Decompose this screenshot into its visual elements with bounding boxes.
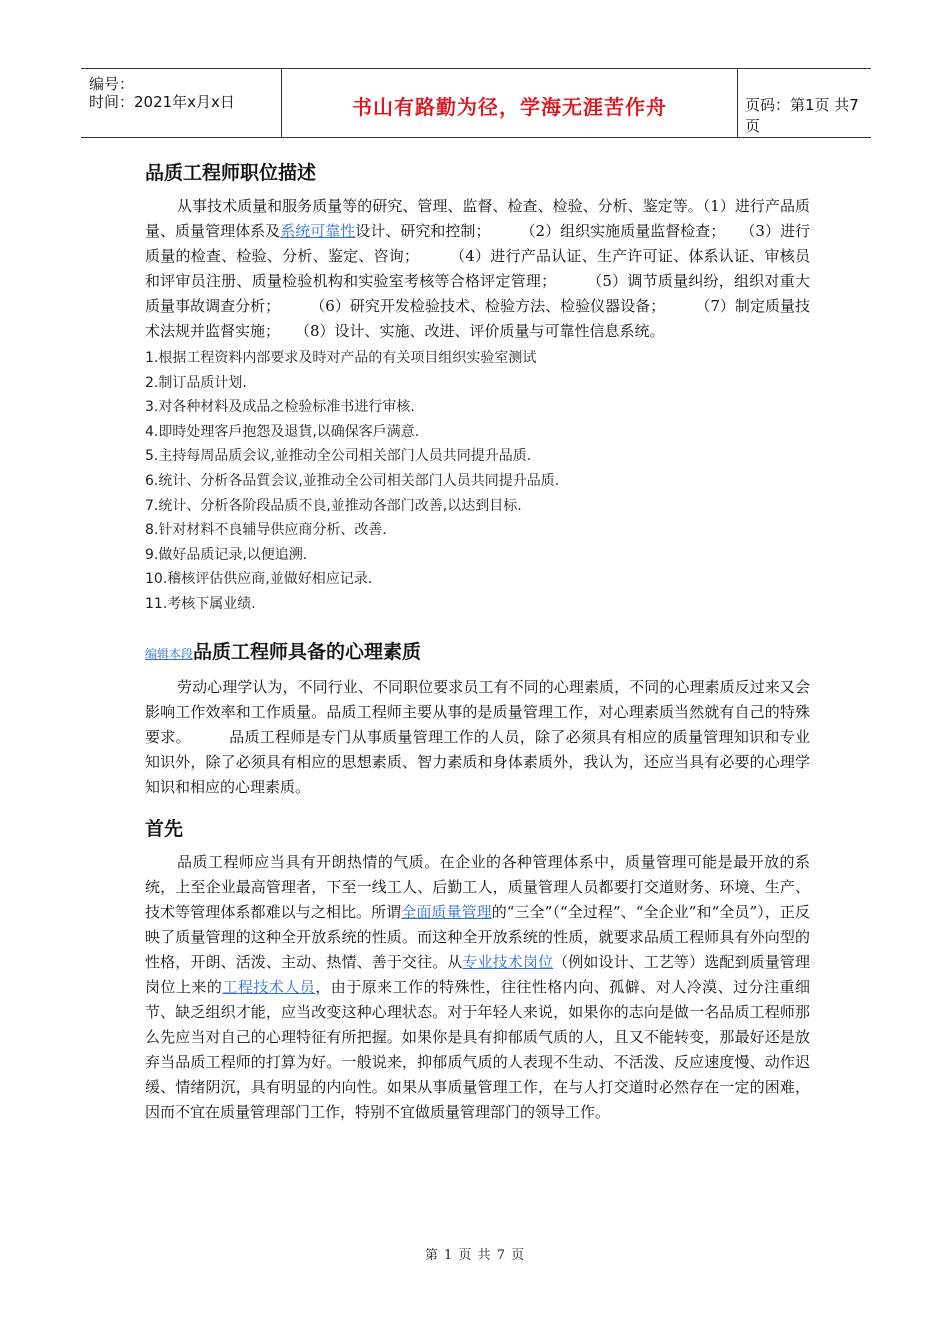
header-page-cell: [737, 69, 871, 137]
page-footer: 第 1 页 共 7 页: [424, 1248, 526, 1263]
list-item: 11.考核下属业绩.: [145, 595, 256, 612]
first-text-1: 品质工程师应当具有开朗热情的气质。在企业的各种管理体系中，质量管理可能是最开放的系统，上至企业最高管理者，下至一线工人、后勤工人，质量管理人员都要打交道财务、环境、生产、技术等管理体系都难以与之相比。所谓: [145, 852, 810, 921]
first-text-2: 的“三全”（“全过程”、“全企业”和“全员”），正反映了质量管理的这种全开放系统的性质。而这种全开放系统的性质，就要求品质工程师具有外向型的性格，开朗、活泼、主动、热情、善于交往。从: [145, 902, 810, 971]
header-meta-cell: [81, 69, 281, 137]
number-label: 编号：: [89, 75, 135, 93]
section-title-psychology: [145, 635, 810, 669]
section-title-first: 首先: [145, 817, 184, 840]
time-label: 时间：2021年x月x日: [89, 93, 235, 111]
job-description-intro: [145, 194, 810, 344]
motto: 书山有路勤为径，学海无涯苦作舟: [352, 95, 667, 119]
engineering-staff-link[interactable]: 工程技术人员: [222, 977, 316, 996]
spacer: [145, 617, 810, 635]
list-item: 8.针对材料不良辅导供应商分析、改善.: [145, 522, 387, 539]
list-item: 6.统计、分析各品質会议,並推动全公司相关部门人员共同提升品质.: [145, 472, 560, 489]
page-info: 页码：第1页 共7页: [745, 96, 859, 135]
page-header: [81, 68, 871, 138]
intro-text-1: 从事技术质量和服务质量等的研究、管理、监督、检查、检验、分析、鉴定等。（1）进行产品质量、质量管理体系及: [145, 197, 810, 240]
spacer: [145, 800, 810, 812]
section-title-job-description: 品质工程师职位描述: [145, 162, 317, 184]
edit-section-link[interactable]: 编辑本段: [145, 646, 194, 661]
system-reliability-link[interactable]: 系统可靠性: [280, 222, 356, 240]
header-motto-cell: [281, 69, 738, 137]
list-item: 7.统计、分析各阶段品质不良,並推动各部门改善,以达到目标.: [145, 497, 522, 514]
first-paragraph: [145, 850, 810, 1125]
document-body: [145, 156, 810, 1125]
psychology-paragraph: 劳动心理学认为，不同行业、不同职位要求员工有不同的心理素质，不同的心理素质反过来又会影响工作效率和工作质量。品质工程师主要从事的是质量管理工作，对心理素质当然就有自己的特殊要求。 品质工程师是专门从事质量管理工作的人员，除了必须具有相应的质量管理知识和专业知识外，除了必须具有相应的思想素质、智力素质和身体素质外，我认为，还应当具有必要的心理学知识和相应的心理素质。: [145, 677, 810, 796]
first-text-4: ，由于原来工作的特殊性，往往性格内向、孤僻、对人冷漠、过分注重细节、缺乏组织才能，应当改变这种心理状态。对于年轻人来说，如果你的志向是做一名品质工程师那么先应当对自己的心理特征有所把握。如果你是具有抑郁质气质的人，且又不能转变，那最好还是放弃当品质工程师的打算为好。一般说来，抑郁质气质的人表现不生动、不活泼、反应速度慢、动作迟缓、情绪阴沉，具有明显的内向性。如果从事质量管理工作，在与人打交道时必然存在一定的困难，因而不宜在质量管理部门工作，特别不宜做质量管理部门的领导工作。: [145, 977, 810, 1121]
section-title-text: 品质工程师具备的心理素质: [193, 640, 422, 663]
duty-list: [145, 346, 810, 617]
list-item: 10.稽核评估供应商,並做好相应记录.: [145, 571, 373, 588]
list-item: 9.做好品质记录,以便追溯.: [145, 546, 308, 563]
tqm-link[interactable]: 全面质量管理: [401, 902, 492, 921]
list-item: 1.根据工程资料内部要求及時对产品的有关项目组织实验室测试: [145, 350, 537, 366]
professional-post-link[interactable]: 专业技术岗位: [462, 952, 554, 971]
list-item: 5.主持每周品质会议,並推动全公司相关部门人员共同提升品质.: [145, 448, 532, 465]
list-item: 4.即時处理客戶抱怨及退貨,以确保客戶满意.: [145, 423, 420, 440]
intro-text-2: 设计、研究和控制； （2）组织实施质量监督检查； （3）进行质量的检查、检验、分析、鉴定、咨询； （4）进行产品认证、生产许可证、体系认证、审核员和评审员注册、质量检验机构和实验室考核等合格评定管理； （5）调节质量纠纷，组织对重大质量事故调查分析； （6）研究开发检验技术、检验方法、检验仪器设备； （7）制定质量技术法规并监督实施； （8）设计、实施、改进、评价质量与可靠性信息系统。: [145, 222, 810, 340]
list-item: 2.制订品质计划.: [145, 374, 247, 391]
first-text-3: （例如设计、工艺等）选配到质量管理岗位上来的: [145, 952, 810, 996]
list-item: 3.对各种材料及成品之检验标准书进行审核.: [145, 399, 415, 416]
